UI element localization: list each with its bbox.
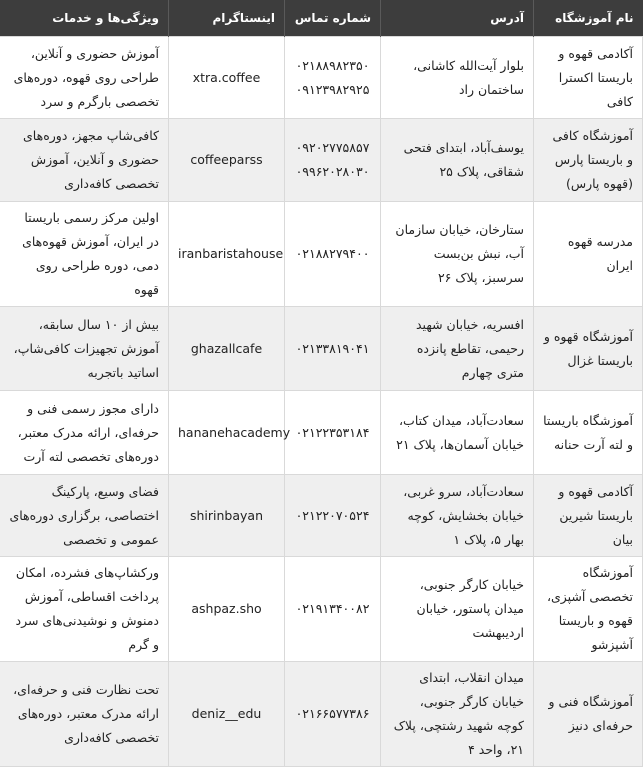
table-row [0, 391, 643, 475]
school-name: آموزشگاه فنی و حرفه‌ای دنیز [534, 662, 643, 767]
header-name: نام آموزشگاه [534, 0, 643, 37]
table-row [0, 37, 643, 119]
phone-number[interactable]: ۰۲۱۸۸۲۷۹۴۰۰ [295, 246, 370, 261]
school-address: یوسف‌آباد، ابتدای فتحی شقاقی، پلاک ۲۵ [381, 119, 534, 202]
school-phone [285, 391, 381, 475]
phone-number[interactable]: ۰۲۱۹۱۳۴۰۰۸۲ [295, 601, 370, 616]
school-features: تحت نظارت فنی و حرفه‌ای، ارائه مدرک معتبر، دوره‌های تخصصی کافه‌داری [0, 662, 169, 767]
table-row [0, 475, 643, 557]
phone-number[interactable]: ۰۹۹۶۲۰۲۸۰۳۰ [295, 164, 370, 179]
school-phone [285, 662, 381, 767]
school-address: سعادت‌آباد، میدان کتاب، خیابان آسمان‌ها، پلاک ۲۱ [381, 391, 534, 475]
school-name: آموزشگاه کافی و باریستا پارس (قهوه پارس) [534, 119, 643, 202]
school-address: افسریه، خیابان شهید رحیمی، تقاطع پانزده متری چهارم [381, 307, 534, 391]
school-phone [285, 202, 381, 307]
school-instagram[interactable]: coffeeparss [169, 119, 285, 202]
school-instagram[interactable]: ashpaz.sho [169, 557, 285, 662]
header-instagram: اینستاگرام [169, 0, 285, 37]
school-features: آموزش حضوری و آنلاین، طراحی روی قهوه، دوره‌های تخصصی بارگرم و سرد [0, 37, 169, 119]
school-phone [285, 557, 381, 662]
school-address: بلوار آیت‌الله کاشانی، ساختمان راد [381, 37, 534, 119]
school-name: آموزشگاه قهوه و باریستا غزال [534, 307, 643, 391]
school-features: فضای وسیع، پارکینگ اختصاصی، برگزاری دوره‌های عمومی و تخصصی [0, 475, 169, 557]
school-address: خیابان کارگر جنوبی، میدان پاستور، خیابان اردیبهشت [381, 557, 534, 662]
table-header [0, 0, 643, 37]
school-features: ورکشاپ‌های فشرده، امکان پرداخت اقساطی، آموزش دمنوش و نوشیدنی‌های سرد و گرم [0, 557, 169, 662]
school-address: سعادت‌آباد، سرو غربی، خیابان بخشایش، کوچه بهار ۵، پلاک ۱ [381, 475, 534, 557]
school-name: مدرسه قهوه ایران [534, 202, 643, 307]
header-address: آدرس [381, 0, 534, 37]
header-row [0, 0, 643, 37]
phone-number[interactable]: ۰۲۱۸۸۹۸۲۳۵۰ [295, 57, 370, 73]
school-address: ستارخان، خیابان سازمان آب، نبش بن‌بست سرسبز، پلاک ۲۶ [381, 202, 534, 307]
school-instagram[interactable]: shirinbayan [169, 475, 285, 557]
school-address: میدان انقلاب، ابتدای خیابان کارگر جنوبی، کوچه شهید رشتچی، پلاک ۲۱، واحد ۴ [381, 662, 534, 767]
header-features: ویژگی‌ها و خدمات [0, 0, 169, 37]
table-row [0, 119, 643, 202]
school-features: دارای مجوز رسمی فنی و حرفه‌ای، ارائه مدرک معتبر، دوره‌های تخصصی لته آرت [0, 391, 169, 475]
school-name: آموزشگاه باریستا و لته آرت حنانه [534, 391, 643, 475]
school-instagram[interactable]: hananehacademy [169, 391, 285, 475]
school-name: آکادمی قهوه و باریستا اکسترا کافی [534, 37, 643, 119]
school-phone [285, 37, 381, 119]
table-row [0, 557, 643, 662]
header-phone: شماره تماس [285, 0, 381, 37]
school-instagram[interactable]: ghazallcafe [169, 307, 285, 391]
phone-number[interactable]: ۰۹۱۲۳۹۸۲۹۲۵ [295, 81, 370, 97]
table-row [0, 202, 643, 307]
school-features: بیش از ۱۰ سال سابقه، آموزش تجهیزات کافی‌شاپ، اساتید باتجربه [0, 307, 169, 391]
school-name: آموزشگاه تخصصی آشپزی، قهوه و باریستا آشپزشو [534, 557, 643, 662]
school-features: اولین مرکز رسمی باریستا در ایران، آموزش قهوه‌های دمی، دوره طراحی روی قهوه [0, 202, 169, 307]
school-name: آکادمی قهوه و باریستا شیرین بیان [534, 475, 643, 557]
school-instagram[interactable]: xtra.coffee [169, 37, 285, 119]
phone-number[interactable]: ۰۲۱۲۲۰۷۰۵۲۴ [295, 507, 370, 523]
phone-number[interactable]: ۰۲۱۶۶۵۷۷۳۸۶ [295, 706, 370, 721]
school-instagram[interactable]: iranbaristahouse [169, 202, 285, 307]
school-features: کافی‌شاپ مجهز، دوره‌های حضوری و آنلاین، آموزش تخصصی کافه‌داری [0, 119, 169, 202]
school-phone [285, 475, 381, 557]
phone-number[interactable]: ۰۹۲۰۲۷۷۵۸۵۷ [295, 140, 370, 155]
phone-number[interactable]: ۰۲۱۳۳۸۱۹۰۴۱ [295, 340, 370, 356]
school-phone [285, 307, 381, 391]
table-body [0, 37, 643, 767]
table-row [0, 307, 643, 391]
school-instagram[interactable]: deniz__edu [169, 662, 285, 767]
table-row [0, 662, 643, 767]
phone-number[interactable]: ۰۲۱۲۲۳۵۳۱۸۴ [295, 424, 370, 440]
school-phone [285, 119, 381, 202]
